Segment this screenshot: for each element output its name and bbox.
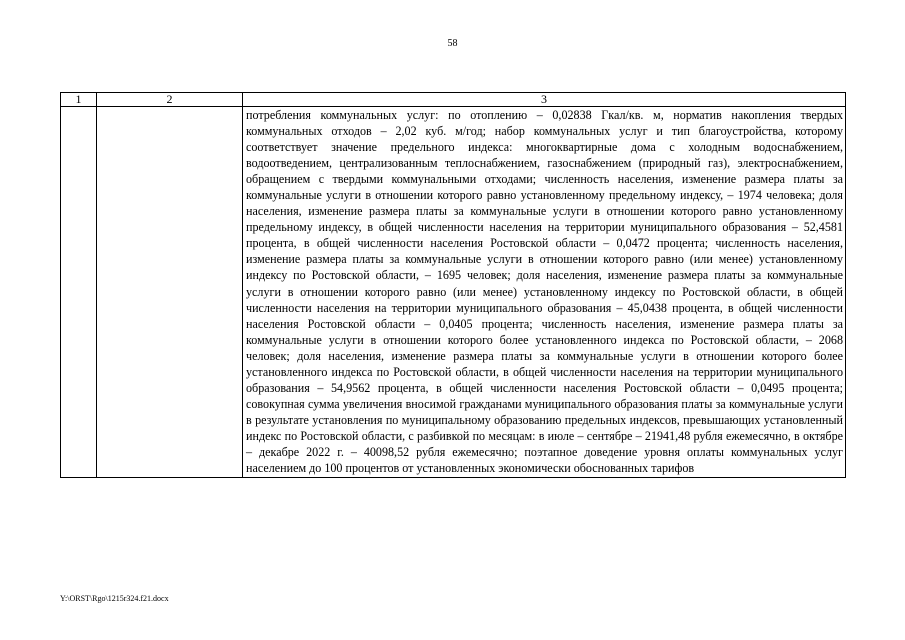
page-number: 58 <box>447 38 458 49</box>
document-table <box>60 92 846 478</box>
column-header-2: 2 <box>97 93 243 107</box>
table-cell-col3: потребления коммунальных услуг: по отоплению – 0,02838 Гкал/кв. м, норматив накопления твердых коммунальных отходов – 2,02 куб. м/год; набор коммунальных услуг и тип благоустройства, которому соответствует значение предельного индекса: многоквартирные дома с холодным водоснабжением, водоотведением, централизованным теплоснабжением, газоснабжением (природный газ), электроснабжением, обращением с твердыми коммунальными отходами; численность населения, изменение размера платы за коммунальные услуги в отношении которого равно установленному предельному индексу, – 1974 человека; доля населения, изменение размера платы за коммунальные услуги в отношении которого равно установленному предельному индексу, в общей численности населения на территории муниципального образования – 52,4581 процента, в общей численности населения Ростовской области – 0,0472 процента; численность населения, изменение размера платы за коммунальные услуги в отношении которого равно (или менее) установленному индексу по Ростовской области, – 1695 человек; доля населения, изменение размера платы за коммунальные услуги в отношении которого равно (или менее) установленному индексу по Ростовской области, в общей численности населения на территории муниципального образования – 45,0438 процента, в общей численности населения Ростовской области – 0,0405 процента; численность населения, изменение размера платы за коммунальные услуги в отношении которого более установленного индекса по Ростовской области, – 2068 человек; доля населения, изменение размера платы за коммунальные услуги в отношении которого более установленного индекса по Ростовской области, в общей численности населения на территории муниципального образования – 54,9562 процента, в общей численности населения Ростовской области – 0,0495 процента; совокупная сумма увеличения вносимой гражданами муниципального образования платы за коммунальные услуги в результате установления по муниципальному образованию предельных индексов, превышающих установленный индекс по Ростовской области, с разбивкой по месяцам: в июле – сентябре – 21941,48 рубля ежемесячно, в октябре – декабре 2022 г. – 40098,52 рубля ежемесячно; поэтапное доведение уровня оплаты коммунальных услуг населением до 100 процентов от установленных экономически обоснованных тарифов <box>243 107 846 478</box>
document-file-path: Y:\ORST\Rgo\1215r324.f21.docx <box>60 594 169 603</box>
column-header-3: 3 <box>243 93 846 107</box>
table-header-row <box>61 93 846 107</box>
table-cell-col1 <box>61 107 97 478</box>
table-cell-col2 <box>97 107 243 478</box>
column-header-1: 1 <box>61 93 97 107</box>
table-row <box>61 107 846 478</box>
